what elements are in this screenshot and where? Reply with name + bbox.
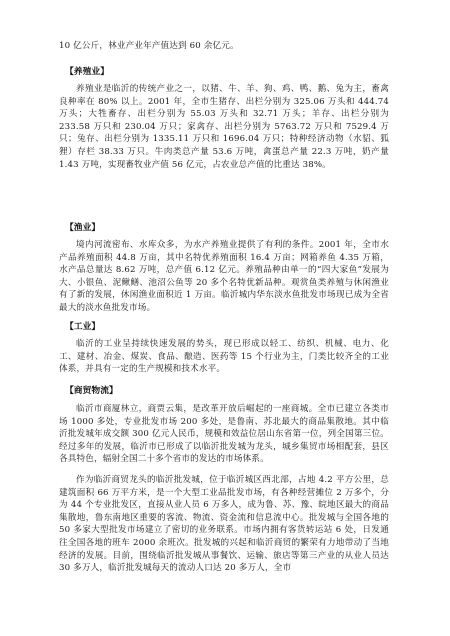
intro-line: 10 亿公斤，林业产业年产值达到 60 余亿元。 [59, 41, 239, 51]
section-body-commerce-2: 作为临沂商贸龙头的临沂批发城，位于临沂城区西北部，占地 4.2 平方公里，总建筑面积 66 万平方米，是一个大型工业品批发市场，有各种经营摊位 2 万多个，分为 44 个专业批发区，直接从业人员 6 万多人，成为鲁、苏、豫、皖地区最大的商品集散地，鲁东南地区重要的客流、物流、资金流和信息流中心。批发城与全国各地的 50 多家大型批发市场建立了密切的业务联系。市场内拥有客货转运站 6 处，日发通往全国各地的班车 2000 余班次。批发城的兴起和临沂商贸的繁荣有力地带动了当地经济的发展。目前，围绕临沂批发城从事餐饮、运输、旅店等第三产业的从业人员达 30 多万人，临沂批发城每天的流动人口达 20 多万人，全市 [59, 475, 389, 574]
section-heading-breeding: 【养殖业】 [65, 67, 109, 77]
section-body-fishery: 境内河流密布、水库众多，为水产养殖业提供了有利的条件。2001 年，全市水产品养殖面积 44.8 万亩，其中名特优养殖面积 16.4 万亩；网箱养鱼 4.35 万箱，水产品总量达 8.62 万吨，总产值 6.12 亿元。养殖品种由单一的“四大家鱼”发展为大、小银鱼、泥鳅鳝、池沼公鱼等 20 多个名特优新品种。观赏鱼类养殖与休闲渔业有了新的发展，休闲渔业面积近 1 万亩。临沂城内华东淡水鱼批发市场现已成为全省最大的淡水鱼批发市场。 [59, 240, 389, 313]
section-body-commerce: 临沂市商厦林立，商贾云集，是改革开放后崛起的一座商城。全市已建立各类市场 1000 多处，专业批发市场 200 多处，是鲁南、苏北最大的商品集散地。其中临沂批发城年成交额 300 亿元人民币，规模和效益位居山东省第一位，列全国第三位。经过多年的发展，临沂市已形成了以临沂批发城为龙头，城乡集贸市场相配套，县区各具特色，辐射全国二十多个省市的发达的市场体系。 [59, 404, 389, 465]
section-body-breeding: 养殖业是临沂的传统产业之一，以猪、牛、羊、狗、鸡、鸭、鹅、兔为主，畜禽良种率在 80% 以上。2001 年，全市生猪存、出栏分别为 325.06 万头和 444.74 万头；大牲畜存、出栏分别为 55.03 万头和 32.71 万头；羊存、出栏分别为 233.58 万只和 230.04 万只；家禽存、出栏分别为 5763.72 万只和 7529.4 万只；兔存、出栏分别为 1335.11 万只和 1696.04 万只；特种经济动物（水貂、狐狸）存栏 38.33 万只。牛肉类总产量 53.6 万吨，禽蛋总产量 22.3 万吨，奶产量 1.43 万吨，实现畜牧业产值 56 亿元，占农业总产值的比重达 38%。 [59, 84, 389, 170]
section-body-industry: 临沂的工业呈持续快速发展的势头，现已形成以轻工、纺织、机械、电力、化工、建材、冶金、煤炭、食品、酿造、医药等 15 个行业为主，门类比较齐全的工业体系，并具有一定的生产规模和技术水平。 [59, 339, 389, 375]
section-heading-commerce: 【商贸物流】 [65, 386, 118, 396]
section-heading-industry: 【工业】 [65, 322, 101, 332]
section-heading-fishery: 【渔业】 [65, 223, 101, 233]
